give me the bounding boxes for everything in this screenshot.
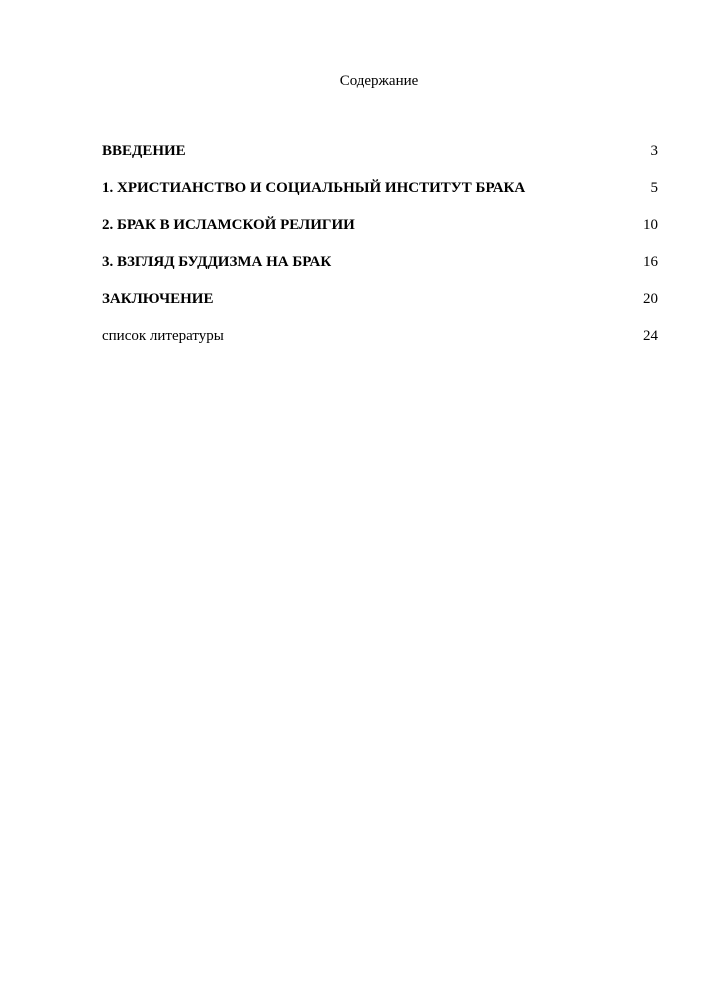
table-of-contents [102, 142, 658, 364]
toc-page-number: 16 [643, 254, 658, 270]
toc-entry-label: список литературы [102, 328, 224, 344]
toc-entry-conclusion [102, 290, 658, 327]
toc-entry-label: 2. БРАК В ИСЛАМСКОЙ РЕЛИГИИ [102, 217, 355, 233]
toc-entry-label: 1. ХРИСТИАНСТВО И СОЦИАЛЬНЫЙ ИНСТИТУТ БРАКА [102, 180, 526, 196]
toc-page-number: 24 [643, 328, 658, 344]
toc-entry-label: ЗАКЛЮЧЕНИЕ [102, 291, 214, 307]
toc-entry-chapter-3 [102, 253, 658, 290]
toc-entry-introduction [102, 142, 658, 179]
toc-page-number: 10 [643, 217, 658, 233]
toc-entry-chapter-2 [102, 216, 658, 253]
toc-page-number: 3 [650, 143, 658, 159]
toc-entry-references [102, 327, 658, 364]
toc-entry-label: 3. ВЗГЛЯД БУДДИЗМА НА БРАК [102, 254, 332, 270]
toc-entry-chapter-1 [102, 179, 658, 216]
toc-page-number: 20 [643, 291, 658, 307]
toc-entry-label: ВВЕДЕНИЕ [102, 143, 186, 159]
toc-title: Содержание [339, 73, 419, 89]
toc-page-number: 5 [650, 180, 658, 196]
